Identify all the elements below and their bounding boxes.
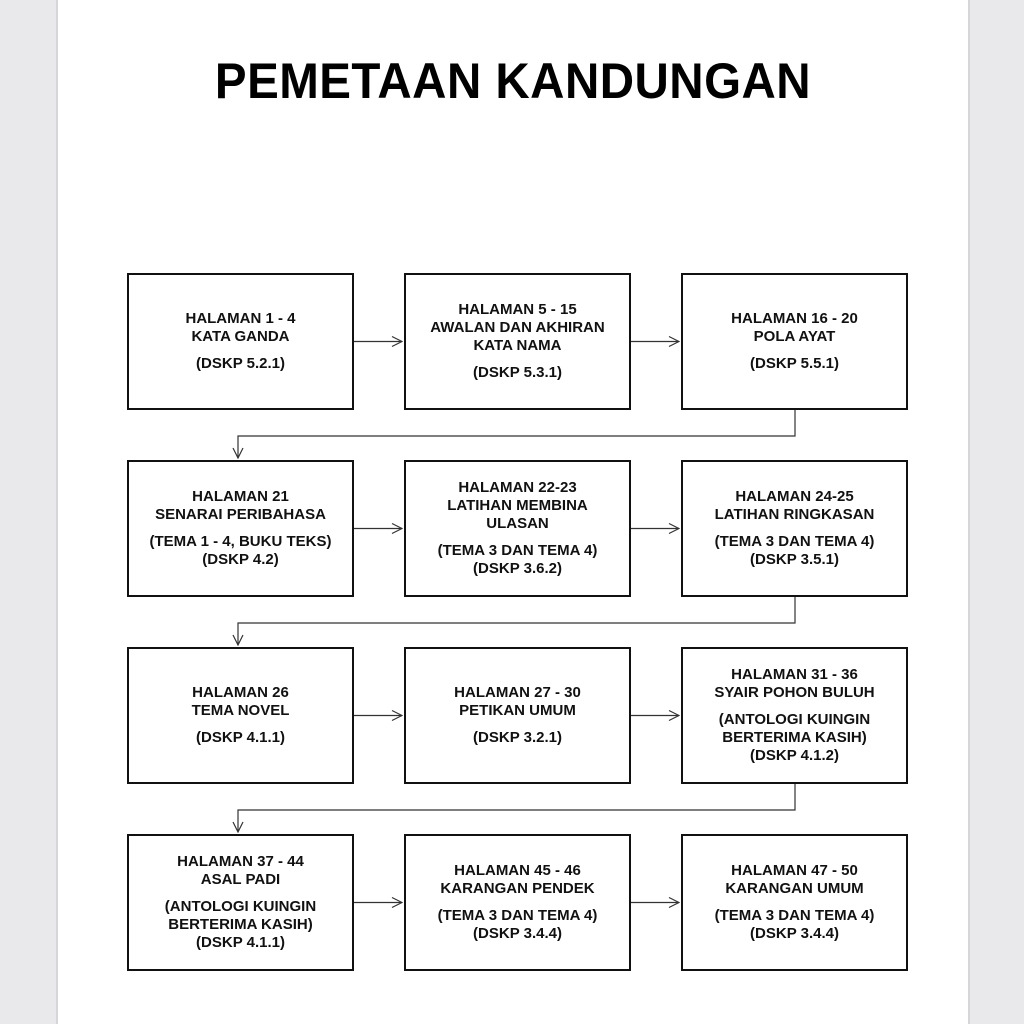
flow-box: [404, 460, 631, 597]
reference-label: (DSKP 3.6.2): [473, 560, 562, 577]
reference-label: (TEMA 1 - 4, BUKU TEKS): [149, 533, 332, 550]
row-wrap-arrow: [238, 597, 795, 645]
reference-label: (TEMA 3 DAN TEMA 4): [437, 542, 598, 559]
reference-label: (DSKP 5.5.1): [750, 355, 839, 372]
topic-label: ULASAN: [486, 515, 549, 532]
page-range-label: HALAMAN 31 - 36: [731, 666, 858, 683]
page-range-label: HALAMAN 27 - 30: [454, 684, 581, 701]
topic-label: ASAL PADI: [200, 871, 281, 888]
reference-label: (TEMA 3 DAN TEMA 4): [714, 907, 875, 924]
flow-box: [404, 834, 631, 971]
topic-label: SYAIR POHON BULUH: [714, 684, 875, 701]
topic-label: LATIHAN MEMBINA: [447, 497, 588, 514]
reference-label: (DSKP 5.3.1): [473, 364, 562, 381]
reference-label: (DSKP 3.2.1): [473, 729, 562, 746]
page-title: PEMETAAN KANDUNGAN: [214, 53, 812, 109]
flow-box: [127, 460, 354, 597]
flow-box: [404, 647, 631, 784]
reference-label: (TEMA 3 DAN TEMA 4): [714, 533, 875, 550]
reference-label: (DSKP 5.2.1): [196, 355, 285, 372]
reference-label: (DSKP 4.1.1): [196, 729, 285, 746]
reference-label: (DSKP 4.1.2): [750, 747, 839, 764]
row-wrap-arrow: [238, 410, 795, 458]
topic-label: PETIKAN UMUM: [459, 702, 576, 719]
page-range-label: HALAMAN 16 - 20: [731, 310, 858, 327]
topic-label: KARANGAN UMUM: [725, 880, 864, 897]
topic-label: LATIHAN RINGKASAN: [714, 506, 875, 523]
flow-box: [127, 647, 354, 784]
reference-label: (DSKP 4.2): [202, 551, 279, 568]
reference-label: (DSKP 3.5.1): [750, 551, 839, 568]
page-range-label: HALAMAN 5 - 15: [458, 301, 577, 318]
flow-box: [404, 273, 631, 410]
reference-label: BERTERIMA KASIH): [168, 916, 313, 933]
topic-label: POLA AYAT: [753, 328, 836, 345]
topic-label: SENARAI PERIBAHASA: [155, 506, 326, 523]
row-wrap-arrow: [238, 784, 795, 832]
flow-box: [127, 834, 354, 971]
page-range-label: HALAMAN 47 - 50: [731, 862, 858, 879]
topic-label: KATA GANDA: [191, 328, 290, 345]
page-range-label: HALAMAN 45 - 46: [454, 862, 581, 879]
topic-label: TEMA NOVEL: [191, 702, 290, 719]
page-range-label: HALAMAN 22-23: [458, 479, 577, 496]
reference-label: (DSKP 3.4.4): [473, 925, 562, 942]
reference-label: (DSKP 3.4.4): [750, 925, 839, 942]
reference-label: (DSKP 4.1.1): [196, 934, 285, 951]
page-range-label: HALAMAN 21: [192, 488, 289, 505]
flow-box: [681, 273, 908, 410]
page-range-label: HALAMAN 24-25: [735, 488, 854, 505]
flow-box: [681, 460, 908, 597]
reference-label: (ANTOLOGI KUINGIN: [718, 711, 871, 728]
flow-box: [127, 273, 354, 410]
topic-label: KARANGAN PENDEK: [440, 880, 595, 897]
flow-box: [681, 834, 908, 971]
flow-box: [681, 647, 908, 784]
reference-label: (TEMA 3 DAN TEMA 4): [437, 907, 598, 924]
topic-label: KATA NAMA: [473, 337, 562, 354]
topic-label: AWALAN DAN AKHIRAN: [430, 319, 605, 336]
page-range-label: HALAMAN 26: [192, 684, 289, 701]
page-range-label: HALAMAN 37 - 44: [177, 853, 304, 870]
reference-label: (ANTOLOGI KUINGIN: [164, 898, 317, 915]
page-range-label: HALAMAN 1 - 4: [185, 310, 296, 327]
reference-label: BERTERIMA KASIH): [722, 729, 867, 746]
